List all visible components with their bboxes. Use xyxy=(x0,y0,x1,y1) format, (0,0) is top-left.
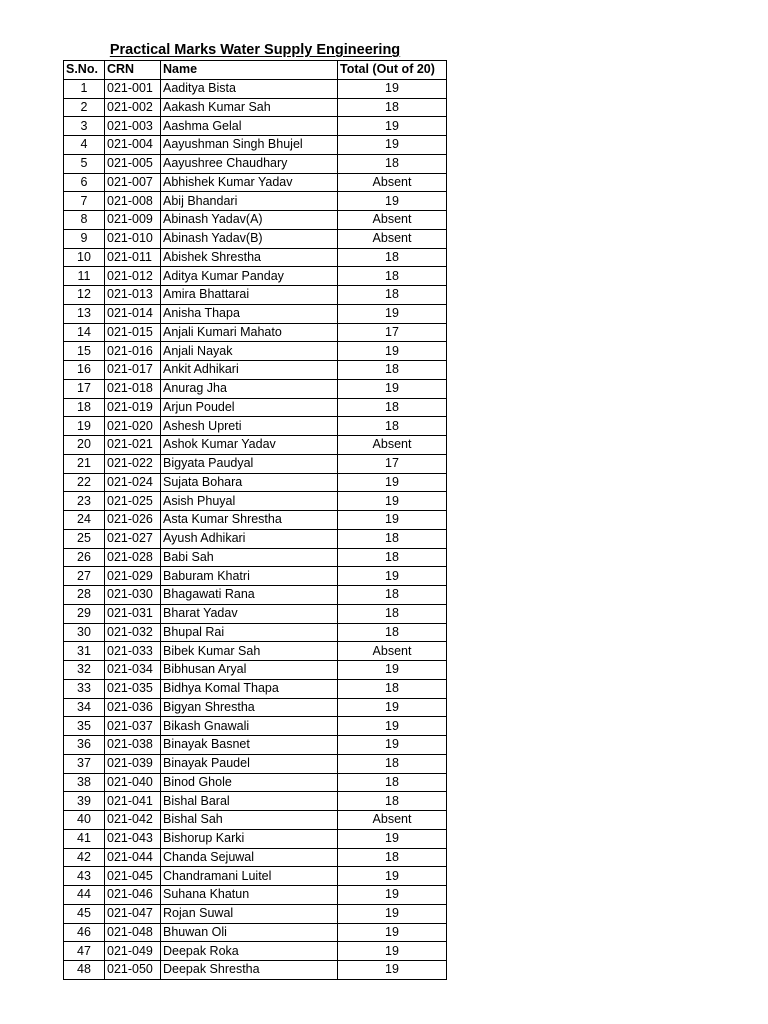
cell-crn: 021-019 xyxy=(105,398,161,417)
cell-crn: 021-031 xyxy=(105,604,161,623)
cell-sno: 23 xyxy=(64,492,105,511)
cell-total: Absent xyxy=(338,811,447,830)
cell-total: 19 xyxy=(338,904,447,923)
table-row xyxy=(64,117,447,136)
cell-total: 18 xyxy=(338,248,447,267)
cell-name: Bishorup Karki xyxy=(161,829,338,848)
cell-total: 18 xyxy=(338,586,447,605)
cell-name: Asish Phuyal xyxy=(161,492,338,511)
table-row xyxy=(64,548,447,567)
cell-sno: 42 xyxy=(64,848,105,867)
cell-sno: 1 xyxy=(64,79,105,98)
cell-crn: 021-010 xyxy=(105,229,161,248)
cell-total: Absent xyxy=(338,173,447,192)
header-crn: CRN xyxy=(105,61,161,80)
cell-sno: 45 xyxy=(64,904,105,923)
cell-total: 18 xyxy=(338,98,447,117)
cell-sno: 46 xyxy=(64,923,105,942)
cell-total: 18 xyxy=(338,604,447,623)
cell-sno: 10 xyxy=(64,248,105,267)
table-row xyxy=(64,454,447,473)
table-row xyxy=(64,792,447,811)
table-row xyxy=(64,248,447,267)
cell-name: Bigyata Paudyal xyxy=(161,454,338,473)
cell-sno: 24 xyxy=(64,511,105,530)
cell-crn: 021-008 xyxy=(105,192,161,211)
cell-sno: 26 xyxy=(64,548,105,567)
cell-sno: 30 xyxy=(64,623,105,642)
cell-crn: 021-035 xyxy=(105,679,161,698)
cell-total: 18 xyxy=(338,398,447,417)
cell-total: 18 xyxy=(338,154,447,173)
cell-sno: 34 xyxy=(64,698,105,717)
cell-sno: 7 xyxy=(64,192,105,211)
table-row xyxy=(64,586,447,605)
table-row xyxy=(64,511,447,530)
cell-total: 19 xyxy=(338,379,447,398)
table-row xyxy=(64,642,447,661)
cell-name: Bishal Baral xyxy=(161,792,338,811)
cell-sno: 6 xyxy=(64,173,105,192)
table-row xyxy=(64,717,447,736)
cell-sno: 9 xyxy=(64,229,105,248)
cell-crn: 021-007 xyxy=(105,173,161,192)
table-row xyxy=(64,473,447,492)
table-row xyxy=(64,342,447,361)
cell-crn: 021-026 xyxy=(105,511,161,530)
table-row xyxy=(64,361,447,380)
cell-sno: 36 xyxy=(64,736,105,755)
table-row xyxy=(64,398,447,417)
cell-crn: 021-014 xyxy=(105,304,161,323)
cell-name: Ashesh Upreti xyxy=(161,417,338,436)
cell-sno: 33 xyxy=(64,679,105,698)
cell-crn: 021-039 xyxy=(105,754,161,773)
cell-sno: 43 xyxy=(64,867,105,886)
cell-crn: 021-013 xyxy=(105,286,161,305)
page-title: Practical Marks Water Supply Engineering xyxy=(109,42,401,58)
cell-sno: 41 xyxy=(64,829,105,848)
cell-name: Bibhusan Aryal xyxy=(161,661,338,680)
cell-name: Abhishek Kumar Yadav xyxy=(161,173,338,192)
cell-sno: 44 xyxy=(64,886,105,905)
cell-sno: 17 xyxy=(64,379,105,398)
cell-sno: 15 xyxy=(64,342,105,361)
cell-crn: 021-040 xyxy=(105,773,161,792)
cell-crn: 021-024 xyxy=(105,473,161,492)
cell-total: 19 xyxy=(338,567,447,586)
table-row xyxy=(64,942,447,961)
table-row xyxy=(64,192,447,211)
cell-name: Sujata Bohara xyxy=(161,473,338,492)
cell-name: Aashma Gelal xyxy=(161,117,338,136)
cell-name: Abinash Yadav(A) xyxy=(161,211,338,230)
cell-sno: 21 xyxy=(64,454,105,473)
cell-sno: 27 xyxy=(64,567,105,586)
cell-crn: 021-050 xyxy=(105,961,161,980)
cell-total: 19 xyxy=(338,961,447,980)
header-total: Total (Out of 20) xyxy=(338,61,447,80)
cell-name: Bhupal Rai xyxy=(161,623,338,642)
cell-sno: 13 xyxy=(64,304,105,323)
cell-sno: 48 xyxy=(64,961,105,980)
cell-total: 18 xyxy=(338,773,447,792)
cell-crn: 021-043 xyxy=(105,829,161,848)
cell-name: Asta Kumar Shrestha xyxy=(161,511,338,530)
cell-sno: 8 xyxy=(64,211,105,230)
cell-sno: 47 xyxy=(64,942,105,961)
cell-total: 18 xyxy=(338,848,447,867)
cell-name: Anjali Kumari Mahato xyxy=(161,323,338,342)
cell-name: Babi Sah xyxy=(161,548,338,567)
cell-crn: 021-029 xyxy=(105,567,161,586)
cell-sno: 3 xyxy=(64,117,105,136)
cell-sno: 29 xyxy=(64,604,105,623)
cell-name: Bhagawati Rana xyxy=(161,586,338,605)
cell-total: 19 xyxy=(338,942,447,961)
table-row xyxy=(64,661,447,680)
table-row xyxy=(64,529,447,548)
table-row xyxy=(64,267,447,286)
cell-name: Bikash Gnawali xyxy=(161,717,338,736)
table-row xyxy=(64,961,447,980)
cell-sno: 22 xyxy=(64,473,105,492)
cell-crn: 021-021 xyxy=(105,436,161,455)
cell-total: 19 xyxy=(338,117,447,136)
table-row xyxy=(64,679,447,698)
cell-total: 19 xyxy=(338,192,447,211)
cell-sno: 32 xyxy=(64,661,105,680)
cell-name: Suhana Khatun xyxy=(161,886,338,905)
cell-crn: 021-002 xyxy=(105,98,161,117)
cell-sno: 18 xyxy=(64,398,105,417)
cell-total: 19 xyxy=(338,717,447,736)
cell-crn: 021-015 xyxy=(105,323,161,342)
cell-crn: 021-042 xyxy=(105,811,161,830)
cell-name: Binayak Paudel xyxy=(161,754,338,773)
cell-name: Bidhya Komal Thapa xyxy=(161,679,338,698)
cell-sno: 5 xyxy=(64,154,105,173)
cell-sno: 25 xyxy=(64,529,105,548)
table-row xyxy=(64,754,447,773)
table-row xyxy=(64,229,447,248)
cell-total: 18 xyxy=(338,267,447,286)
table-row xyxy=(64,211,447,230)
cell-crn: 021-022 xyxy=(105,454,161,473)
cell-total: 18 xyxy=(338,417,447,436)
cell-crn: 021-044 xyxy=(105,848,161,867)
table-row xyxy=(64,567,447,586)
cell-name: Bhuwan Oli xyxy=(161,923,338,942)
cell-total: Absent xyxy=(338,642,447,661)
cell-sno: 38 xyxy=(64,773,105,792)
cell-name: Bibek Kumar Sah xyxy=(161,642,338,661)
table-row xyxy=(64,811,447,830)
table-row xyxy=(64,829,447,848)
cell-crn: 021-049 xyxy=(105,942,161,961)
cell-total: 19 xyxy=(338,136,447,155)
table-row xyxy=(64,904,447,923)
cell-total: 18 xyxy=(338,679,447,698)
cell-name: Aayushree Chaudhary xyxy=(161,154,338,173)
cell-name: Ankit Adhikari xyxy=(161,361,338,380)
cell-total: 19 xyxy=(338,492,447,511)
cell-total: 19 xyxy=(338,923,447,942)
cell-crn: 021-041 xyxy=(105,792,161,811)
cell-crn: 021-047 xyxy=(105,904,161,923)
cell-sno: 37 xyxy=(64,754,105,773)
cell-crn: 021-004 xyxy=(105,136,161,155)
cell-crn: 021-005 xyxy=(105,154,161,173)
cell-crn: 021-038 xyxy=(105,736,161,755)
cell-name: Abishek Shrestha xyxy=(161,248,338,267)
table-row xyxy=(64,436,447,455)
table-row xyxy=(64,323,447,342)
cell-total: 19 xyxy=(338,736,447,755)
cell-crn: 021-017 xyxy=(105,361,161,380)
cell-total: 18 xyxy=(338,792,447,811)
cell-name: Ashok Kumar Yadav xyxy=(161,436,338,455)
cell-sno: 12 xyxy=(64,286,105,305)
table-row xyxy=(64,136,447,155)
cell-total: 19 xyxy=(338,886,447,905)
cell-total: 18 xyxy=(338,623,447,642)
cell-crn: 021-034 xyxy=(105,661,161,680)
table-row xyxy=(64,379,447,398)
cell-total: 19 xyxy=(338,661,447,680)
cell-crn: 021-045 xyxy=(105,867,161,886)
cell-sno: 39 xyxy=(64,792,105,811)
cell-sno: 35 xyxy=(64,717,105,736)
cell-total: 19 xyxy=(338,698,447,717)
table-row xyxy=(64,304,447,323)
cell-name: Rojan Suwal xyxy=(161,904,338,923)
cell-name: Aayushman Singh Bhujel xyxy=(161,136,338,155)
cell-name: Anjali Nayak xyxy=(161,342,338,361)
cell-total: 18 xyxy=(338,548,447,567)
table-row xyxy=(64,173,447,192)
cell-name: Chanda Sejuwal xyxy=(161,848,338,867)
cell-crn: 021-009 xyxy=(105,211,161,230)
table-row xyxy=(64,867,447,886)
cell-sno: 40 xyxy=(64,811,105,830)
cell-name: Amira Bhattarai xyxy=(161,286,338,305)
cell-total: 18 xyxy=(338,754,447,773)
table-row xyxy=(64,773,447,792)
table-row xyxy=(64,604,447,623)
cell-total: 17 xyxy=(338,454,447,473)
cell-crn: 021-046 xyxy=(105,886,161,905)
cell-crn: 021-001 xyxy=(105,79,161,98)
cell-total: 18 xyxy=(338,286,447,305)
cell-crn: 021-033 xyxy=(105,642,161,661)
cell-sno: 31 xyxy=(64,642,105,661)
table-row xyxy=(64,417,447,436)
cell-name: Aaditya Bista xyxy=(161,79,338,98)
marks-table xyxy=(63,60,447,980)
cell-sno: 19 xyxy=(64,417,105,436)
cell-total: 19 xyxy=(338,829,447,848)
cell-sno: 4 xyxy=(64,136,105,155)
cell-name: Aditya Kumar Panday xyxy=(161,267,338,286)
table-row xyxy=(64,736,447,755)
cell-name: Ayush Adhikari xyxy=(161,529,338,548)
cell-name: Deepak Shrestha xyxy=(161,961,338,980)
cell-crn: 021-011 xyxy=(105,248,161,267)
cell-sno: 16 xyxy=(64,361,105,380)
cell-total: 18 xyxy=(338,529,447,548)
cell-crn: 021-028 xyxy=(105,548,161,567)
cell-sno: 11 xyxy=(64,267,105,286)
cell-total: Absent xyxy=(338,211,447,230)
cell-name: Abij Bhandari xyxy=(161,192,338,211)
table-header-row xyxy=(64,61,447,80)
cell-name: Bharat Yadav xyxy=(161,604,338,623)
cell-name: Abinash Yadav(B) xyxy=(161,229,338,248)
cell-crn: 021-032 xyxy=(105,623,161,642)
header-sno: S.No. xyxy=(64,61,105,80)
cell-name: Baburam Khatri xyxy=(161,567,338,586)
cell-total: 17 xyxy=(338,323,447,342)
cell-sno: 28 xyxy=(64,586,105,605)
cell-name: Aakash Kumar Sah xyxy=(161,98,338,117)
marks-table-body xyxy=(64,61,447,980)
cell-total: Absent xyxy=(338,436,447,455)
cell-total: 19 xyxy=(338,511,447,530)
cell-crn: 021-018 xyxy=(105,379,161,398)
cell-crn: 021-037 xyxy=(105,717,161,736)
cell-crn: 021-020 xyxy=(105,417,161,436)
table-row xyxy=(64,492,447,511)
table-row xyxy=(64,923,447,942)
cell-sno: 20 xyxy=(64,436,105,455)
table-row xyxy=(64,886,447,905)
cell-crn: 021-030 xyxy=(105,586,161,605)
cell-total: 19 xyxy=(338,342,447,361)
table-row xyxy=(64,154,447,173)
table-row xyxy=(64,698,447,717)
table-row xyxy=(64,623,447,642)
cell-name: Deepak Roka xyxy=(161,942,338,961)
cell-sno: 2 xyxy=(64,98,105,117)
cell-crn: 021-003 xyxy=(105,117,161,136)
header-name: Name xyxy=(161,61,338,80)
table-row xyxy=(64,286,447,305)
cell-crn: 021-025 xyxy=(105,492,161,511)
cell-total: 19 xyxy=(338,304,447,323)
cell-total: Absent xyxy=(338,229,447,248)
table-row xyxy=(64,79,447,98)
cell-crn: 021-036 xyxy=(105,698,161,717)
cell-name: Arjun Poudel xyxy=(161,398,338,417)
cell-sno: 14 xyxy=(64,323,105,342)
cell-total: 18 xyxy=(338,361,447,380)
cell-crn: 021-048 xyxy=(105,923,161,942)
cell-name: Bigyan Shrestha xyxy=(161,698,338,717)
cell-name: Binayak Basnet xyxy=(161,736,338,755)
cell-name: Anisha Thapa xyxy=(161,304,338,323)
cell-name: Anurag Jha xyxy=(161,379,338,398)
cell-total: 19 xyxy=(338,79,447,98)
cell-total: 19 xyxy=(338,473,447,492)
cell-crn: 021-027 xyxy=(105,529,161,548)
cell-crn: 021-016 xyxy=(105,342,161,361)
cell-name: Binod Ghole xyxy=(161,773,338,792)
cell-name: Chandramani Luitel xyxy=(161,867,338,886)
cell-name: Bishal Sah xyxy=(161,811,338,830)
cell-total: 19 xyxy=(338,867,447,886)
cell-crn: 021-012 xyxy=(105,267,161,286)
table-row xyxy=(64,98,447,117)
table-row xyxy=(64,848,447,867)
